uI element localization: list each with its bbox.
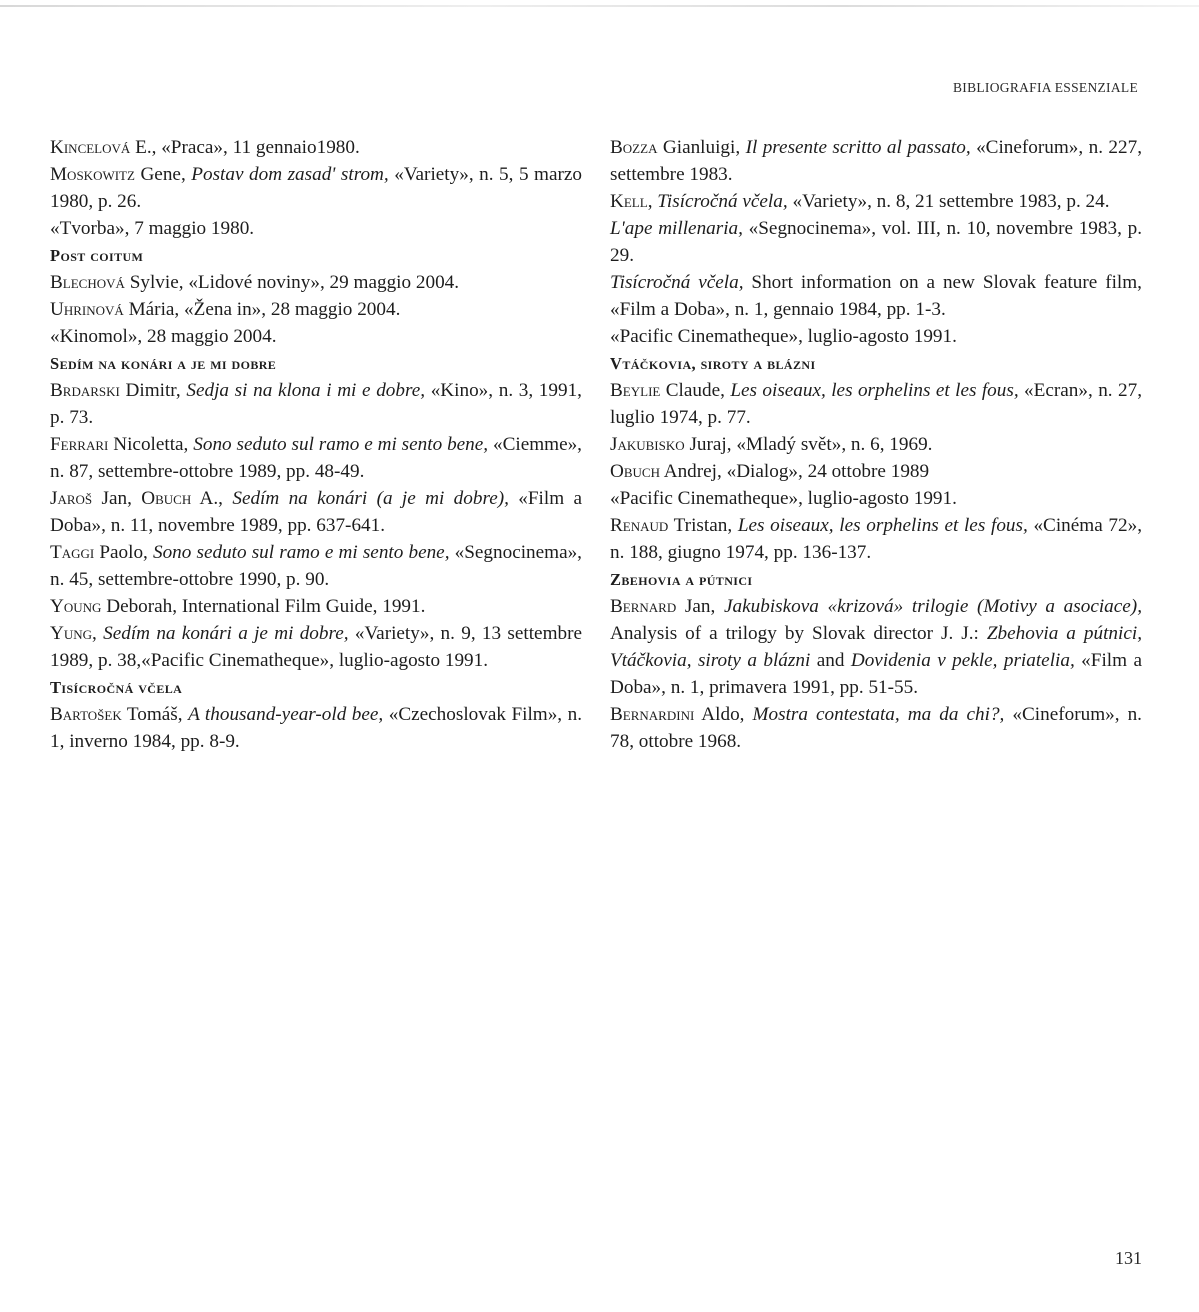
entry-text: Short information on a new Slovak feature film, «Film a Doba», n. 1, gennaio 1984, pp. 1-3. <box>610 272 1142 320</box>
page-number: 131 <box>1115 1248 1142 1268</box>
entry-text: «Tvorba», 7 maggio 1980. <box>50 218 255 239</box>
bibliography-entry <box>610 323 1142 350</box>
author-surname: Beylie <box>610 380 661 401</box>
entry-text: Tomáš, <box>121 704 189 725</box>
author-surname: Young <box>50 596 102 617</box>
work-title: Il presente scritto al passato, <box>745 137 971 158</box>
section-heading: Vtáčkovia, siroty a blázni <box>610 354 816 373</box>
entry-text: Jan, <box>92 488 142 509</box>
entry-text: , <box>647 191 658 212</box>
entry-text: Gene, <box>134 164 192 185</box>
bibliography-entry <box>50 134 582 161</box>
author-surname: Jaroš <box>50 488 93 509</box>
bibliography-entry <box>50 701 582 755</box>
bibliography-right-column <box>610 134 1142 755</box>
work-title: Tisícročná včela, <box>657 191 788 212</box>
bibliography-entry <box>610 593 1142 701</box>
bibliography-entry <box>610 269 1142 323</box>
entry-text: E., «Praca», 11 gennaio1980. <box>130 137 360 158</box>
entry-text: «Film a Doba», n. 11, novembre 1989, pp. 637-641. <box>50 488 583 536</box>
section-heading: Post coitum <box>50 246 144 265</box>
bibliography-entry <box>610 377 1142 431</box>
running-head: BIBLIOGRAFIA ESSENZIALE <box>952 80 1138 95</box>
section-heading: Zbehovia a pútnici <box>610 570 753 589</box>
work-title: L'ape millenaria, <box>610 218 743 239</box>
bibliography-entry <box>610 134 1142 188</box>
entry-text: Andrej, «Dialog», 24 ottobre 1989 <box>659 461 930 482</box>
entry-text: «Cineforum», n. 227, settembre 1983. <box>610 137 1142 185</box>
author-surname: Bozza <box>610 137 658 158</box>
entry-text: , <box>92 623 104 644</box>
entry-text: Juraj, «Mladý svět», n. 6, 1969. <box>684 434 933 455</box>
author-surname: Renaud <box>610 515 669 536</box>
bibliography-entry <box>610 431 1142 458</box>
entry-text: Dimitr, <box>119 380 187 401</box>
entry-text: «Pacific Cinematheque», luglio-agosto 1991. <box>610 488 957 509</box>
entry-text: Nicoletta, <box>108 434 194 455</box>
author-surname: Obuch <box>141 488 192 509</box>
author-surname: Uhrinová <box>50 299 124 320</box>
bibliography-entry <box>50 215 582 242</box>
bibliography-entry <box>50 323 582 350</box>
bibliography-entry <box>50 620 582 674</box>
entry-text: «Ecran», n. 27, luglio 1974, p. 77. <box>610 380 1142 428</box>
bibliography-entry <box>50 485 582 539</box>
entry-text: «Ciemme», n. 87, settembre-ottobre 1989, pp. 48-49. <box>50 434 582 482</box>
entry-text: Jan, <box>676 596 724 617</box>
author-surname: Bernard <box>610 596 677 617</box>
scan-top-edge <box>0 5 1199 7</box>
bibliography-entry <box>610 458 1142 485</box>
author-surname: Yung <box>50 623 93 644</box>
entry-text: «Variety», n. 9, 13 settembre 1989, p. 38,«Pacific Cinematheque», luglio-agosto 1991. <box>50 623 582 671</box>
section-heading: Tisícročná včela <box>50 678 183 697</box>
entry-text: «Kino», n. 3, 1991, p. 73. <box>50 380 582 428</box>
author-surname: Bartošek <box>50 704 122 725</box>
author-surname: Jakubisko <box>610 434 685 455</box>
entry-text: and <box>810 650 851 671</box>
bibliography-entry <box>50 377 582 431</box>
work-title: Les oiseaux, les orphelins et les fous, <box>730 380 1019 401</box>
bibliography-entry <box>50 593 582 620</box>
author-surname: Moskowitz <box>50 164 135 185</box>
work-title: Zbehovia a pútnici, Vtáčkovia, siroty a blázni <box>610 623 1142 671</box>
author-surname: Kell <box>610 191 648 212</box>
entry-text: «Variety», n. 8, 21 settembre 1983, p. 24. <box>787 191 1110 212</box>
entry-text: Gianluigi, <box>657 137 746 158</box>
bibliography-entry <box>50 296 582 323</box>
bibliography-entry <box>50 269 582 296</box>
work-title: Postav dom zasad' strom, <box>191 164 389 185</box>
author-surname: Bernardini <box>610 704 695 725</box>
work-title: Tisícročná včela, <box>610 272 744 293</box>
work-title: Les oiseaux, les orphelins et les fous, <box>737 515 1028 536</box>
author-surname: Taggi <box>50 542 95 563</box>
entry-text: «Variety», n. 5, 5 marzo 1980, p. 26. <box>50 164 582 212</box>
entry-text: «Segnocinema», n. 45, settembre-ottobre 1990, p. 90. <box>50 542 582 590</box>
work-title: Sedím na konári (a je mi dobre), <box>232 488 509 509</box>
bibliography-entry <box>50 161 582 215</box>
bibliography-entry <box>610 512 1142 566</box>
entry-text: A., <box>191 488 233 509</box>
entry-text: «Film a Doba», n. 1, primavera 1991, pp. 51-55. <box>610 650 1142 698</box>
entry-text: «Cinéma 72», n. 188, giugno 1974, pp. 136-137. <box>610 515 1142 563</box>
entry-text: Aldo, <box>694 704 753 725</box>
work-title: Dovidenia v pekle, priatelia, <box>850 650 1075 671</box>
entry-text: Tristan, <box>668 515 738 536</box>
author-surname: Ferrari <box>50 434 109 455</box>
bibliography-entry <box>610 485 1142 512</box>
entry-text: Analysis of a trilogy by Slovak director J. J.: <box>610 623 987 644</box>
work-title: Sedja si na klona i mi e dobre, <box>186 380 426 401</box>
entry-text: Sylvie, «Lidové noviny», 29 maggio 2004. <box>124 272 460 293</box>
entry-text: «Pacific Cinematheque», luglio-agosto 1991. <box>610 326 957 347</box>
work-title: Sono seduto sul ramo e mi sento bene, <box>152 542 450 563</box>
entry-text: Paolo, <box>94 542 153 563</box>
bibliography-entry <box>610 188 1142 215</box>
author-surname: Blechová <box>50 272 125 293</box>
bibliography-entry <box>50 431 582 485</box>
author-surname: Brdarski <box>50 380 120 401</box>
entry-text: Deborah, International Film Guide, 1991. <box>101 596 426 617</box>
author-surname: Obuch <box>610 461 660 482</box>
bibliography-entry <box>610 215 1142 269</box>
entry-text: «Cineforum», n. 78, ottobre 1968. <box>610 704 1142 752</box>
bibliography-entry <box>50 539 582 593</box>
work-title: A thousand-year-old bee, <box>188 704 384 725</box>
work-title: Jakubiskova «krizová» trilogie (Motivy a asociace), <box>724 596 1142 617</box>
entry-text: Mária, «Žena in», 28 maggio 2004. <box>123 299 401 320</box>
bibliography-left-column <box>50 134 582 755</box>
work-title: Mostra contestata, ma da chi?, <box>752 704 1005 725</box>
entry-text: Claude, <box>660 380 731 401</box>
author-surname: Kincelová <box>50 137 131 158</box>
entry-text: «Kinomol», 28 maggio 2004. <box>50 326 277 347</box>
entry-text: «Czechoslovak Film», n. 1, inverno 1984, pp. 8-9. <box>50 704 582 752</box>
section-heading: Sedím na konári a je mi dobre <box>50 354 277 373</box>
bibliography-entry <box>610 701 1142 755</box>
work-title: Sono seduto sul ramo e mi sento bene, <box>193 434 489 455</box>
entry-text: «Segnocinema», vol. III, n. 10, novembre 1983, p. 29. <box>610 218 1142 266</box>
work-title: Sedím na konári a je mi dobre, <box>103 623 349 644</box>
